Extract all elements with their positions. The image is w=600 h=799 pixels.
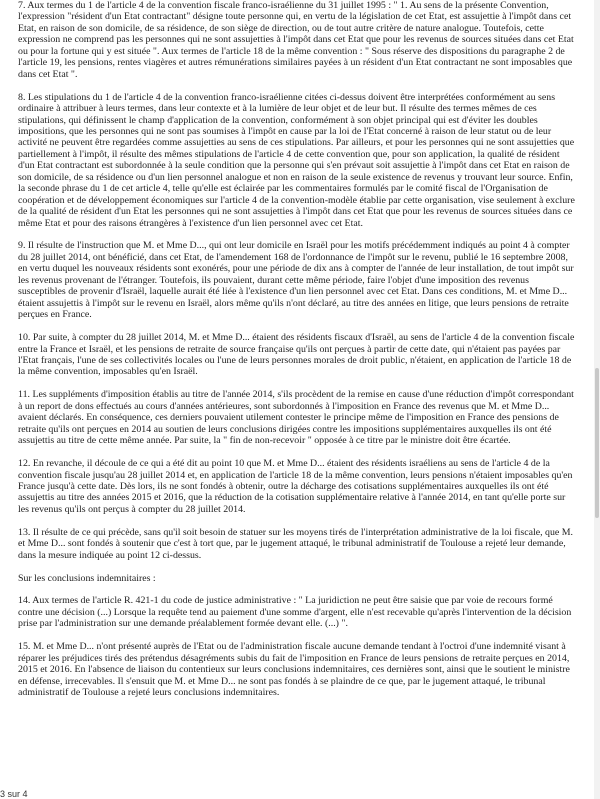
page-indicator: 3 sur 4	[0, 789, 28, 799]
paragraph-12: 12. En revanche, il découle de ce qui a été dit au point 10 que M. et Mme D... étaient des résidents israéliens au sens de l'article 4 de la convention fiscale jusqu'au 28 juillet 2014 et, en application de l'article 18 de la même convention, leurs pensions n'étaient imposables qu'en France jusqu'à cette date. Dès lors, ils ne sont fondés à obtenir, outre la décharge des cotisations supplémentaires auxquelles ils ont été assujettis au titre des années 2015 et 2016, que la réduction de la cotisation supplémentaire relative à l'année 2014, en tant qu'elle porte sur les revenus qu'ils ont perçus à compter du 28 juillet 2014.	[18, 458, 573, 515]
paragraph-9: 9. Il résulte de l'instruction que M. et Mme D..., qui ont leur domicile en Israël pour les motifs précédemment indiqués au point 4 à compter du 28 juillet 2014, ont bénéficié, dans cet Etat, de l'amendement 168 de l'ordonnance de l'impôt sur le revenu, publié le 16 septembre 2008, en vertu duquel les nouveaux résidents sont exonérés, pour une période de dix ans à compter de l'année de leur installation, de tout impôt sur les revenus provenant de l'étranger. Toutefois, ils pouvaient, durant cette même période, faire l'objet d'une imposition des revenus susceptibles de provenir d'Israël, laquelle aurait été liée à l'existence d'un lien personnel avec cet Etat. Dans ces conditions, M. et Mme D... étaient assujettis à l'impôt sur le revenu en Israël, alors même qu'ils n'ont déclaré, au titre des années en litige, que leurs pensions de retraite perçues en France.	[18, 240, 574, 321]
paragraph-14: 14. Aux termes de l'article R. 421-1 du code de justice administrative : " La juridiction ne peut être saisie que par voie de recours formé contre une décision (...) Lorsque la requête tend au paiement d'une somme d'argent, elle n'est recevable qu'après l'intervention de la décision prise par l'administration sur une demande préalablement formée devant elle. (...) ".	[18, 595, 572, 630]
paragraph-15: 15. M. et Mme D... n'ont présenté auprès de l'Etat ou de l'administration fiscale aucune demande tendant à l'octroi d'une indemnité visant à réparer les préjudices tirés des prétendus désagréments subis du fait de l'imposition en France de leurs pensions de retraite perçues en 2014, 2015 et 2016. En l'absence de liaison du contentieux sur leurs conclusions indemnitaires, ces dernières sont, ainsi que le soutient le ministre en défense, irrecevables. Il s'ensuit que M. et Mme D... ne sont pas fondés à se plaindre de ce que, par le jugement attaqué, le tribunal administratif de Toulouse a rejeté leurs conclusions indemnitaires.	[18, 641, 570, 699]
scrollbar-thumb[interactable]	[595, 368, 599, 518]
document-body	[18, 0, 576, 699]
vertical-scrollbar[interactable]	[594, 0, 600, 799]
paragraph-13: 13. Il résulte de ce qui précède, sans qu'il soit besoin de statuer sur les moyens tirés de l'interprétation administrative de la loi fiscale, que M. et Mme D... sont fondés à soutenir que c'est à tort que, par le jugement attaqué, le tribunal administratif de Toulouse a rejeté leur demande, dans la mesure indiquée au point 12 ci-dessus.	[18, 526, 574, 561]
paragraph-10: 10. Par suite, à compter du 28 juillet 2014, M. et Mme D... étaient des résidents fiscaux d'Israël, au sens de l'article 4 de la convention fiscale entre la France et Israël, et les pensions de retraite de source française qu'ils ont perçues à partir de cette date, qui n'étaient pas payées par l'Etat français, l'une de ses collectivités locales ou l'une de leurs personnes morales de droit public, n'étaient, en application de l'article 18 de la même convention, imposables qu'en Israël.	[18, 332, 575, 378]
paragraph-8: 8. Les stipulations du 1 de l'article 4 de la convention franco-israélienne citées ci-dessus doivent être interprétées conformément au sens ordinaire à attribuer à leurs termes, dans leur contexte et à la lumière de leur objet et de leur but. Il résulte des termes mêmes de ces stipulations, qui définissent le champ d'application de la convention, conformément à son objet principal qui est d'éviter les doubles impositions, que les personnes qui ne sont pas soumises à l'impôt en cause par la loi de l'Etat concerné à raison de leur statut ou de leur activité ne peuvent être regardées comme assujetties au sens de ces stipulations. Par ailleurs, et pour les personnes qui ne sont assujetties que partiellement à l'impôt, il résulte des mêmes stipulations de l'article 4 de cette convention que, pour son application, la qualité de résident d'un Etat contractant est subordonnée à la seule condition que la personne qui s'en prévaut soit assujettie à l'impôt dans cet Etat en raison de son domicile, de sa résidence ou d'un lien personnel analogue et non en raison de la seule existence de revenus y trouvant leur source. Enfin, la seconde phrase du 1 de cet article 4, telle qu'elle est éclairée par les commentaires formulés par le comité fiscal de l'Organisation de coopération et de développement économiques sur l'article 4 de la convention-modèle établie par cette organisation, vise seulement à exclure de la qualité de résident d'un Etat les personnes qui ne sont assujetties à l'impôt dans cet Etat que pour les revenus de sources situées dans ce même Etat et pour des raisons étrangères à l'existence d'un lien personnel avec cet Etat.	[18, 91, 575, 229]
section-heading-indemnitaires: Sur les conclusions indemnitaires :	[18, 572, 156, 584]
paragraph-7: 7. Aux termes du 1 de l'article 4 de la convention fiscale franco-israélienne du 31 juillet 1995 : " 1. Au sens de la présente Convention, l'expression "résident d'un Etat contractant" désigne toute personne qui, en vertu de la législation de cet Etat, est assujettie à l'impôt dans cet Etat, en raison de son domicile, de sa résidence, de son siège de direction, ou de tout autre critère de nature analogue. Toutefois, cette expression ne comprend pas les personnes qui ne sont assujetties à l'impôt dans cet Etat que pour les revenus de sources situées dans cet Etat ou pour la fortune qui y est située ". Aux termes de l'article 18 de la même convention : " Sous réserve des dispositions du paragraphe 2 de l'article 19, les pensions, rentes viagères et autres rémunérations similaires payées à un résident d'un Etat contractant ne sont imposables que dans cet Etat ".	[18, 0, 574, 80]
paragraph-11: 11. Les suppléments d'imposition établis au titre de l'année 2014, s'ils procèdent de la remise en cause d'une réduction d'impôt correspondant à un report de dons effectués au cours d'années antérieures, sont subordonnés à l'imposition en France des revenus que M. et Mme D... avaient déclarés. En conséquence, ces derniers pouvaient utilement contester le principe même de l'imposition en France des pensions de retraite qu'ils ont perçues en 2014 au soutien de leurs conclusions dirigées contre les impositions supplémentaires auxquelles ils ont été assujettis au titre de cette même année. Par suite, la " fin de non-recevoir " opposée à ce titre par le ministre doit être écartée.	[18, 389, 574, 447]
